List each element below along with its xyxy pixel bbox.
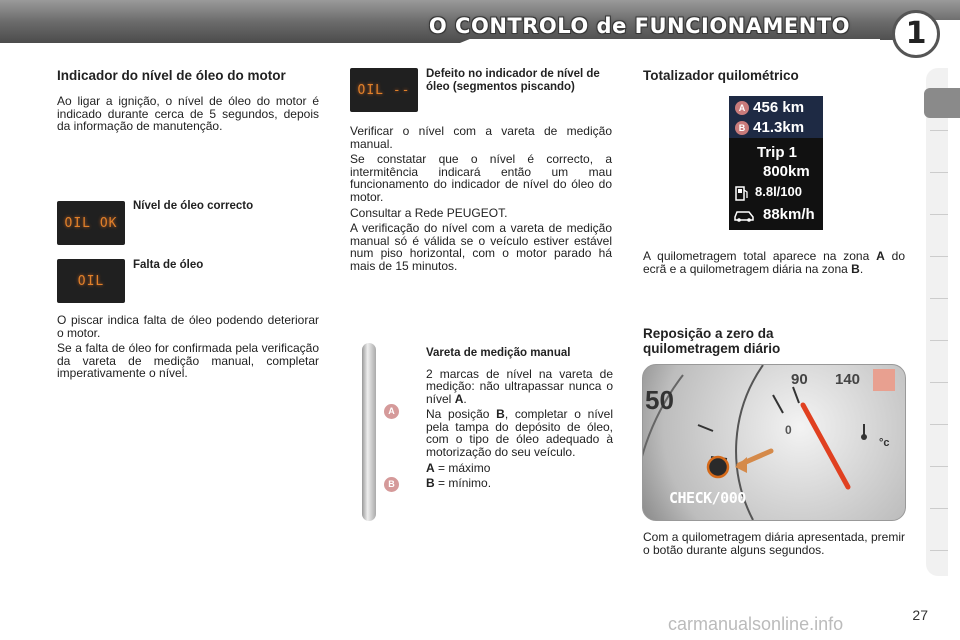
trip-reset-heading: Reposição a zero da quilometragem diário bbox=[643, 326, 781, 356]
chapter-tab-bar bbox=[926, 68, 948, 576]
oil-defect-paragraph-2: Se constatar que o nível é correcto, a intermitência indicará então um mau funcionamento do indicador de nível do óleo do motor. bbox=[350, 152, 612, 204]
page-number: 27 bbox=[912, 607, 928, 623]
tab-divider bbox=[930, 550, 948, 551]
trip-distance: 800km bbox=[763, 163, 810, 180]
tab-divider bbox=[930, 172, 948, 173]
oil-low-paragraph-1: O piscar indica falta de óleo podendo deteriorar o motor. bbox=[57, 313, 319, 340]
fuel-pump-icon bbox=[735, 185, 749, 201]
oil-indicator-heading: Indicador do nível de óleo do motor bbox=[57, 68, 286, 83]
dipstick-paragraph-1: 2 marcas de nível na vareta de medição: não ultrapassar nunca o nível A. bbox=[426, 366, 613, 406]
oil-ok-label: Nível de óleo correcto bbox=[133, 200, 254, 212]
oil-ok-display: OIL OK bbox=[57, 201, 125, 245]
oil-defect-paragraph-1: Verificar o nível com a vareta de medição manual. bbox=[350, 124, 612, 151]
tab-divider bbox=[930, 382, 948, 383]
tab-divider bbox=[930, 424, 948, 425]
temp-warning-zone bbox=[873, 369, 895, 391]
tab-divider bbox=[930, 298, 948, 299]
oil-indicator-intro: Ao ligar a ignição, o nível de óleo do motor é indicado durante cerca de 5 segundos, depois da informação de manutenção. bbox=[57, 94, 319, 134]
oil-indicator-section bbox=[57, 68, 319, 133]
page-title: O CONTROLO de FUNCIONAMENTO bbox=[428, 14, 850, 38]
thermometer-icon bbox=[857, 423, 871, 441]
gauge-temp-unit: °c bbox=[879, 437, 890, 449]
dipstick-max: A = máximo bbox=[426, 460, 491, 475]
odometer-daily-row: B 41.3km bbox=[735, 119, 819, 136]
dipstick-heading: Vareta de medição manual bbox=[426, 347, 571, 359]
tab-divider bbox=[930, 508, 948, 509]
odometer-description: A quilometragem total aparece na zona A do ecrã e a quilometragem diária na zona B. bbox=[643, 249, 905, 276]
trip-label: Trip 1 bbox=[757, 144, 798, 161]
gauge-check-display: CHECK/000 bbox=[669, 489, 746, 507]
odometer-display bbox=[729, 96, 823, 230]
oil-low-label: Falta de óleo bbox=[133, 259, 204, 271]
dipstick-min: B = mínimo. bbox=[426, 476, 492, 491]
tab-divider bbox=[930, 256, 948, 257]
reset-button[interactable] bbox=[708, 457, 728, 477]
oil-defect-heading: Defeito no indicador de nível de óleo (segmentos piscando) bbox=[426, 68, 600, 93]
gauge-speed-140: 140 bbox=[835, 371, 861, 388]
page-header bbox=[0, 0, 960, 62]
tab-divider bbox=[930, 130, 948, 131]
gauge-speed-90: 90 bbox=[791, 371, 808, 388]
instrument-gauge-illustration bbox=[642, 364, 906, 521]
oil-defect-text bbox=[350, 125, 612, 273]
dipstick-illustration bbox=[362, 343, 376, 521]
watermark: carmanualsonline.info bbox=[668, 614, 844, 634]
trip-reset-description: Com a quilometragem diária apresentada, premir o botão durante alguns segundos. bbox=[643, 530, 905, 557]
dipstick-mark-b: B bbox=[384, 477, 399, 492]
dipstick-paragraph-2: Na posição B, completar o nível pela tampa do depósito de óleo, com o tipo de óleo adequado à motorização do seu veículo. bbox=[426, 407, 613, 460]
oil-low-text bbox=[57, 314, 319, 380]
odometer-total-row: A 456 km bbox=[735, 99, 819, 116]
gauge-temp-0: 0 bbox=[785, 423, 792, 437]
car-icon bbox=[733, 208, 755, 222]
oil-low-paragraph-2: Se a falta de óleo for confirmada pela verificação da vareta de medição manual, completar imperativamente o nível. bbox=[57, 341, 319, 381]
chapter-tab-active[interactable] bbox=[924, 88, 960, 118]
oil-defect-paragraph-4: A verificação do nível com a vareta de medição manual só é válida se o veículo estiver estável num piso horizontal, com o motor parado há mais de 15 minutos. bbox=[350, 221, 612, 273]
dipstick-section bbox=[426, 347, 613, 490]
oil-defect-display: OIL -- bbox=[350, 68, 418, 112]
trip-consumption: 8.8l/100 bbox=[755, 184, 802, 199]
tab-divider bbox=[930, 340, 948, 341]
chapter-number: 1 bbox=[892, 10, 940, 58]
tab-divider bbox=[930, 214, 948, 215]
dipstick-mark-a: A bbox=[384, 404, 399, 419]
odometer-heading: Totalizador quilométrico bbox=[643, 68, 799, 83]
oil-defect-paragraph-3: Consultar a Rede PEUGEOT. bbox=[350, 205, 508, 220]
gauge-needle bbox=[803, 405, 848, 487]
gauge-speed-50: 50 bbox=[645, 385, 674, 415]
tab-divider bbox=[930, 466, 948, 467]
trip-speed: 88km/h bbox=[763, 206, 815, 223]
oil-low-display: OIL bbox=[57, 259, 125, 303]
